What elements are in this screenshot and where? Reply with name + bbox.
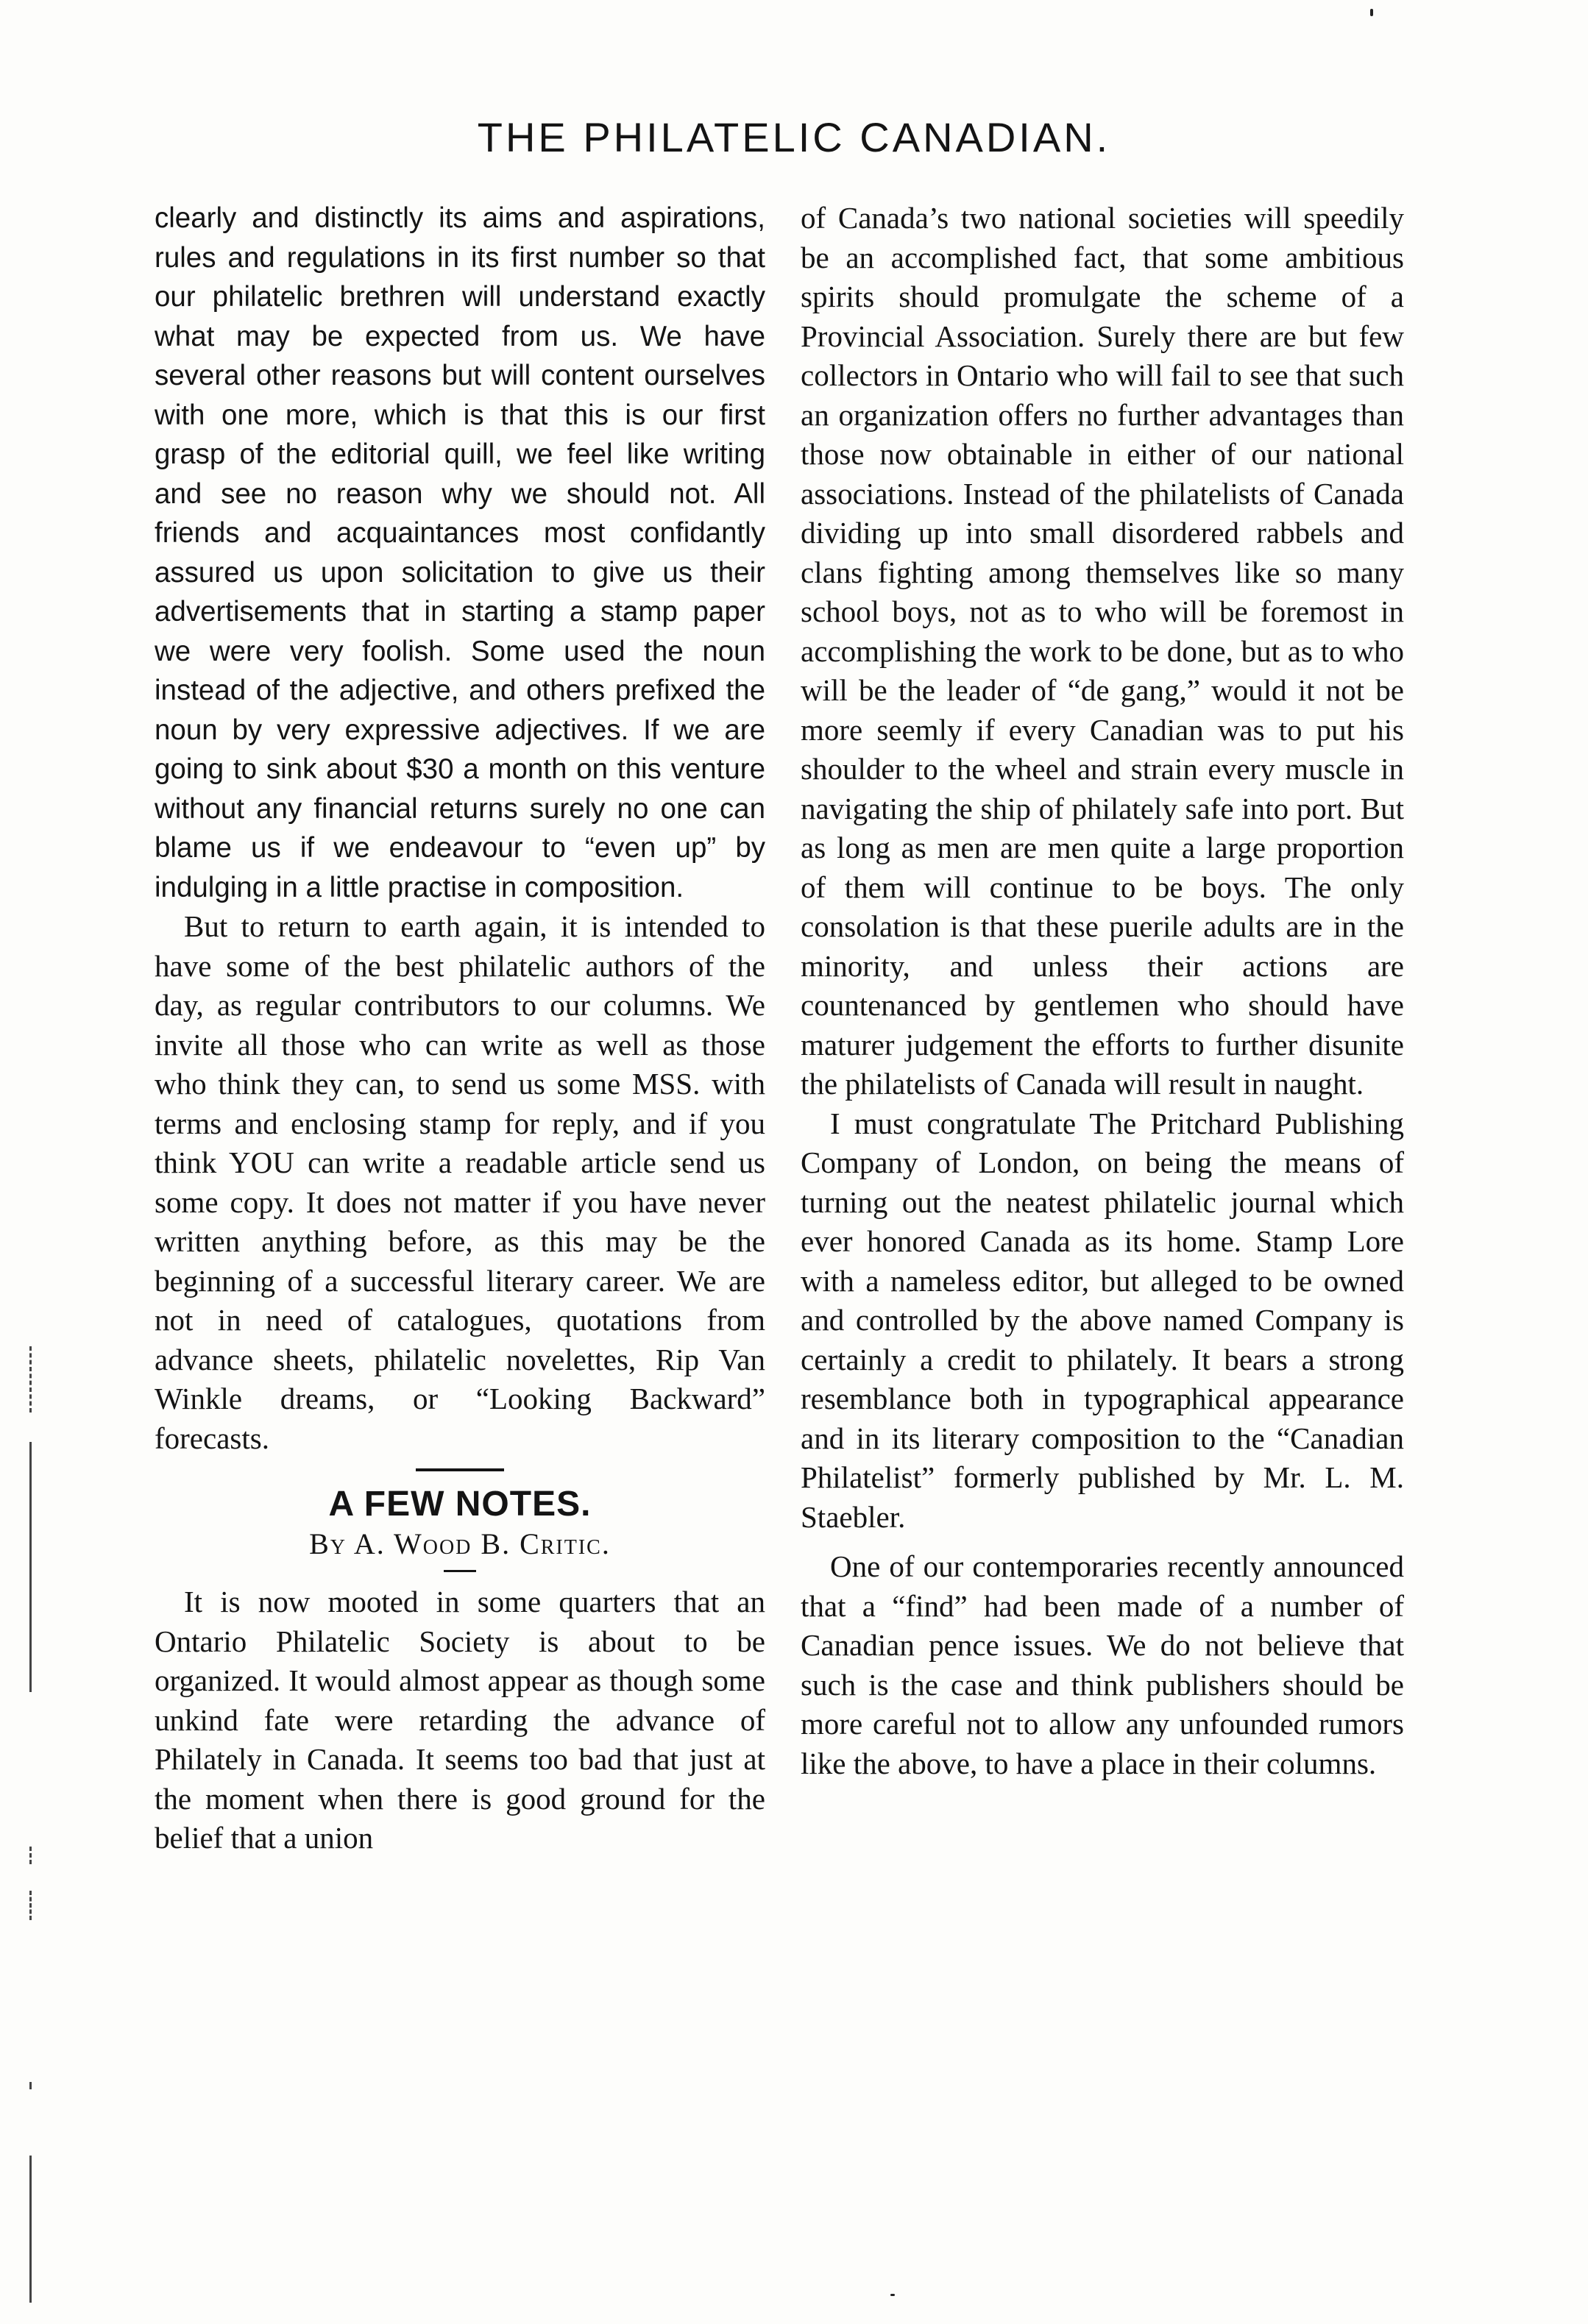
scan-speck	[1370, 9, 1373, 16]
scan-margin-mark	[29, 2082, 32, 2089]
right-paragraph-3: One of our contemporaries recently announced that a “find” had been made of a number of Canadian pence issues. We do not believe that such is the case and think publishers should be more careful not to allow any unfounded rumors like the above, to have a place in their columns.	[801, 1549, 1404, 1780]
scan-margin-mark	[29, 1847, 32, 1864]
scan-margin-mark	[29, 2156, 32, 2303]
left-paragraph-2: But to return to earth again, it is intended to have some of the best philatelic authors of the day, as regular contributors to our columns. We invite all those who can write as well as those who think they can, to send us some MSS. with terms and enclosing stamp for reply, and if you think YOU can write a readable article send us some copy. It does not matter if you have never written anything before, as this may be the beginning of a successful literary career. We are not in need of catalogues, quotations from advance sheets, philatelic novelettes, Rip Van Winkle dreams, or “Looking Backward” forecasts.	[155, 909, 765, 1455]
page-title: THE PHILATELIC CANADIAN.	[477, 114, 1111, 160]
right-paragraph-1: of Canada’s two national societies will speedily be an accomplished fact, that some ambitious spirits should promulgate the scheme of a Provincial Association. Surely there are but few collectors in Ontario who will fail to see that such an organization offers no further advantages than those now obtainable in either of our national associations. Instead of the philatelists of Canada dividing up into small disordered rabbels and clans fighting among themselves like so many school boys, not as to who will be foremost in accomplishing the work to be done, but as to who will be the leader of “de gang,” would it not be more seemly if every Canadian was to put his shoulder to the wheel and strain every muscle in navigating the ship of philately safe into port. But as long as men are men quite a large proportion of them will continue to be boys. The only consolation is that these puerile adults are in the minority, and unless their actions are countenanced by gentlemen who should have maturer judgement the efforts to further disunite the philatelists of Canada will result in naught.	[801, 201, 1404, 1101]
right-paragraph-2: I must congratulate The Pritchard Publishing Company of London, on being the means of turning out the neatest philatelic journal which ever honored Canada as its home. Stamp Lore with a nameless editor, but alleged to be owned and controlled by the above named Company is certainly a credit to philately. It bears a strong resemblance both in typographical appearance and in its literary composition to the “Canadian Philatelist” formerly published by Mr. L. M. Staebler.	[801, 1106, 1404, 1534]
byline: By A. Wood B. Critic.	[309, 1527, 611, 1560]
right-column	[801, 199, 1404, 1783]
byline-divider	[444, 1570, 476, 1572]
scan-margin-mark	[29, 1891, 32, 1920]
section-heading: A FEW NOTES.	[328, 1485, 592, 1524]
left-paragraph-3: It is now mooted in some quarters that an Ontario Philatelic Society is about to be organized. It would almost appear as though some unkind fate were retarding the advance of Philately in Canada. It seems too bad that just at the moment when there is good ground for the belief that a union	[155, 1585, 765, 1855]
section-divider	[416, 1468, 504, 1471]
scan-speck	[890, 2294, 895, 2296]
left-paragraph-1: clearly and distinctly its aims and aspirations, rules and regulations in its first number so that our philatelic brethren will understand exactly what may be expected from us. We have several other reasons but will content ourselves with one more, which is that this is our first grasp of the editorial quill, we feel like writing and see no reason why we should not. All friends and acquaintances most confidantly assured us upon solicitation to give us their advertisements that in starting a stamp paper we were very foolish. Some used the noun instead of the adjective, and others prefixed the noun by very expressive adjectives. If we are going to sink about $30 a month on this venture without any financial returns surely no one can blame us if we endeavour to “even up” by indulging in a little practise in composition.	[155, 202, 765, 903]
scan-margin-mark	[29, 1346, 32, 1412]
left-column	[155, 199, 765, 1858]
scan-margin-mark	[29, 1442, 32, 1692]
